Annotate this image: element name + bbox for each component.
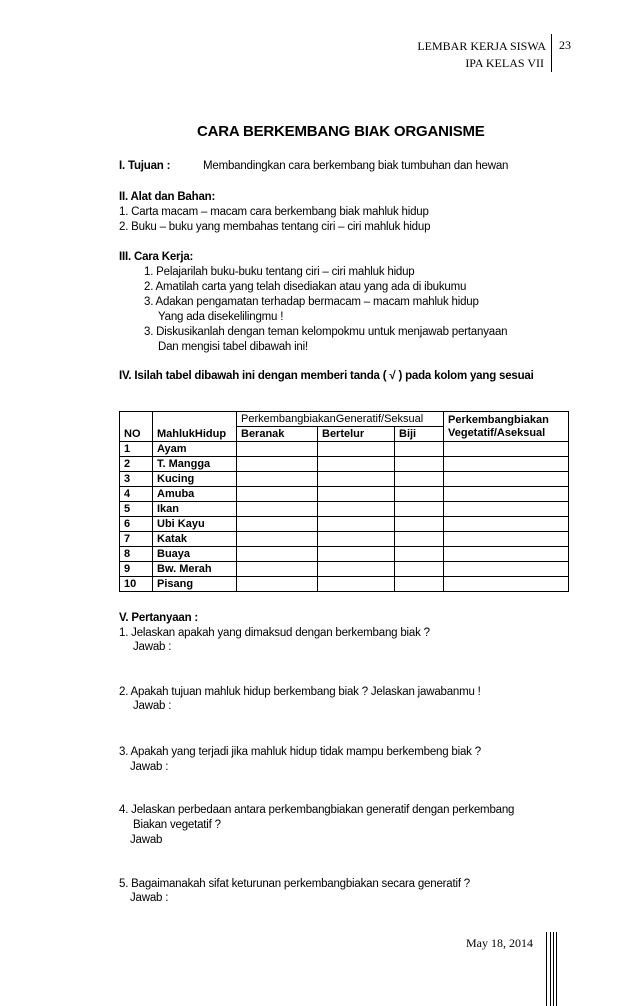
row-number: 7 xyxy=(120,532,153,547)
cara-step-continued: Yang ada disekelilingmu ! xyxy=(158,311,284,323)
header-divider xyxy=(551,34,552,72)
answer-label-2: Jawab : xyxy=(133,700,172,712)
header-line1: LEMBAR KERJA SISWA xyxy=(417,39,546,53)
alat-item-2: 2. Buku – buku yang membahas tentang ciri – ciri mahluk hidup xyxy=(119,221,431,233)
cell-beranak[interactable] xyxy=(237,487,318,502)
cell-biji[interactable] xyxy=(395,442,444,457)
row-organism: Ikan xyxy=(153,502,237,517)
cell-biji[interactable] xyxy=(395,487,444,502)
header-mahluk: MahlukHidup xyxy=(153,412,237,442)
cara-heading: III. Cara Kerja: xyxy=(119,251,194,263)
row-number: 9 xyxy=(120,562,153,577)
answer-label-5: Jawab : xyxy=(130,892,169,904)
cell-bertelur[interactable] xyxy=(318,577,395,592)
cara-step-continued: Dan mengisi tabel dibawah ini! xyxy=(158,341,308,353)
row-organism: Pisang xyxy=(153,577,237,592)
header-no: NO xyxy=(120,412,153,442)
answer-label-1: Jawab : xyxy=(133,641,172,653)
footer-date: May 18, 2014 xyxy=(466,936,533,950)
row-number: 5 xyxy=(120,502,153,517)
cell-vegetatif[interactable] xyxy=(444,532,569,547)
table-row xyxy=(120,577,569,592)
header-vegetatif-line2: Vegetatif/Aseksual xyxy=(448,426,546,439)
row-number: 10 xyxy=(120,577,153,592)
cell-beranak[interactable] xyxy=(237,547,318,562)
table-row xyxy=(120,547,569,562)
cell-bertelur[interactable] xyxy=(318,457,395,472)
cell-vegetatif[interactable] xyxy=(444,517,569,532)
cell-beranak[interactable] xyxy=(237,517,318,532)
question-4-line1: 4. Jelaskan perbedaan antara perkembangbiakan generatif dengan perkembang xyxy=(119,804,515,816)
cell-vegetatif[interactable] xyxy=(444,472,569,487)
row-number: 3 xyxy=(120,472,153,487)
cell-vegetatif[interactable] xyxy=(444,562,569,577)
cell-beranak[interactable] xyxy=(237,577,318,592)
cell-biji[interactable] xyxy=(395,532,444,547)
row-organism: Bw. Merah xyxy=(153,562,237,577)
cell-bertelur[interactable] xyxy=(318,532,395,547)
answer-label-4: Jawab xyxy=(130,834,163,846)
cell-beranak[interactable] xyxy=(237,472,318,487)
cell-beranak[interactable] xyxy=(237,532,318,547)
header-generatif: PerkembangbiakanGeneratif/Seksual xyxy=(237,412,444,427)
header-line2: IPA KELAS VII xyxy=(465,56,544,70)
cell-bertelur[interactable] xyxy=(318,442,395,457)
header-block xyxy=(417,38,546,72)
table-row xyxy=(120,487,569,502)
footer-rule xyxy=(550,932,551,1006)
cell-bertelur[interactable] xyxy=(318,487,395,502)
tujuan-text: Membandingkan cara berkembang biak tumbuhan dan hewan xyxy=(203,160,509,172)
row-organism: Buaya xyxy=(153,547,237,562)
page-number: 23 xyxy=(559,38,571,52)
cell-vegetatif[interactable] xyxy=(444,547,569,562)
row-number: 1 xyxy=(120,442,153,457)
cell-vegetatif[interactable] xyxy=(444,577,569,592)
table-row xyxy=(120,472,569,487)
footer-rule xyxy=(556,932,557,1006)
row-number: 2 xyxy=(120,457,153,472)
cara-step: 2. Amatilah carta yang telah disediakan atau yang ada di ibukumu xyxy=(144,281,467,293)
row-organism: Kucing xyxy=(153,472,237,487)
footer-rule xyxy=(553,932,554,1006)
question-5: 5. Bagaimanakah sifat keturunan perkembangbiakan secara generatif ? xyxy=(119,878,471,890)
cara-step: 1. Pelajarilah buku-buku tentang ciri – ciri mahluk hidup xyxy=(144,266,415,278)
cell-bertelur[interactable] xyxy=(318,547,395,562)
row-organism: Katak xyxy=(153,532,237,547)
cell-beranak[interactable] xyxy=(237,562,318,577)
answer-label-3: Jawab : xyxy=(130,761,169,773)
table-row xyxy=(120,502,569,517)
question-1: 1. Jelaskan apakah yang dimaksud dengan berkembang biak ? xyxy=(119,627,430,639)
cell-vegetatif[interactable] xyxy=(444,487,569,502)
row-number: 4 xyxy=(120,487,153,502)
cell-biji[interactable] xyxy=(395,457,444,472)
cell-beranak[interactable] xyxy=(237,442,318,457)
header-beranak: Beranak xyxy=(237,427,318,442)
table-body xyxy=(120,442,569,592)
row-organism: Ayam xyxy=(153,442,237,457)
question-4-line2: Biakan vegetatif ? xyxy=(133,819,221,831)
cell-vegetatif[interactable] xyxy=(444,457,569,472)
row-organism: Amuba xyxy=(153,487,237,502)
table-header-row xyxy=(120,412,569,427)
page-title: CARA BERKEMBANG BIAK ORGANISME xyxy=(197,123,485,140)
cell-vegetatif[interactable] xyxy=(444,442,569,457)
footer-rule xyxy=(546,932,547,1006)
cell-biji[interactable] xyxy=(395,517,444,532)
cell-beranak[interactable] xyxy=(237,502,318,517)
cell-biji[interactable] xyxy=(395,472,444,487)
cell-biji[interactable] xyxy=(395,577,444,592)
header-vegetatif xyxy=(444,412,569,442)
cara-step: 3. Adakan pengamatan terhadap bermacam – macam mahluk hidup xyxy=(144,296,479,308)
observation-table xyxy=(119,411,569,592)
cell-bertelur[interactable] xyxy=(318,517,395,532)
table-row xyxy=(120,532,569,547)
cara-step: 3. Diskusikanlah dengan teman kelompokmu untuk menjawab pertanyaan xyxy=(144,326,508,338)
alat-item-1: 1. Carta macam – macam cara berkembang biak mahluk hidup xyxy=(119,206,429,218)
row-organism: Ubi Kayu xyxy=(153,517,237,532)
table-row xyxy=(120,562,569,577)
table-instruction: IV. Isilah tabel dibawah ini dengan memberi tanda ( √ ) pada kolom yang sesuai xyxy=(119,370,534,382)
cell-beranak[interactable] xyxy=(237,457,318,472)
header-biji: Biji xyxy=(395,427,444,442)
cell-bertelur[interactable] xyxy=(318,562,395,577)
row-number: 6 xyxy=(120,517,153,532)
cell-bertelur[interactable] xyxy=(318,472,395,487)
pertanyaan-heading: V. Pertanyaan : xyxy=(119,612,199,624)
cell-bertelur[interactable] xyxy=(318,502,395,517)
cell-biji[interactable] xyxy=(395,502,444,517)
row-organism: T. Mangga xyxy=(153,457,237,472)
question-3: 3. Apakah yang terjadi jika mahluk hidup tidak mampu berkembeng biak ? xyxy=(119,746,481,758)
cell-biji[interactable] xyxy=(395,562,444,577)
table-row xyxy=(120,457,569,472)
table-row xyxy=(120,442,569,457)
alat-heading: II. Alat dan Bahan: xyxy=(119,191,216,203)
question-2: 2. Apakah tujuan mahluk hidup berkembang biak ? Jelaskan jawabanmu ! xyxy=(119,686,481,698)
cell-vegetatif[interactable] xyxy=(444,502,569,517)
row-number: 8 xyxy=(120,547,153,562)
header-vegetatif-line1: Perkembangbiakan xyxy=(448,413,549,426)
table-row xyxy=(120,517,569,532)
tujuan-label: I. Tujuan : xyxy=(119,160,171,172)
cell-biji[interactable] xyxy=(395,547,444,562)
header-bertelur: Bertelur xyxy=(318,427,395,442)
